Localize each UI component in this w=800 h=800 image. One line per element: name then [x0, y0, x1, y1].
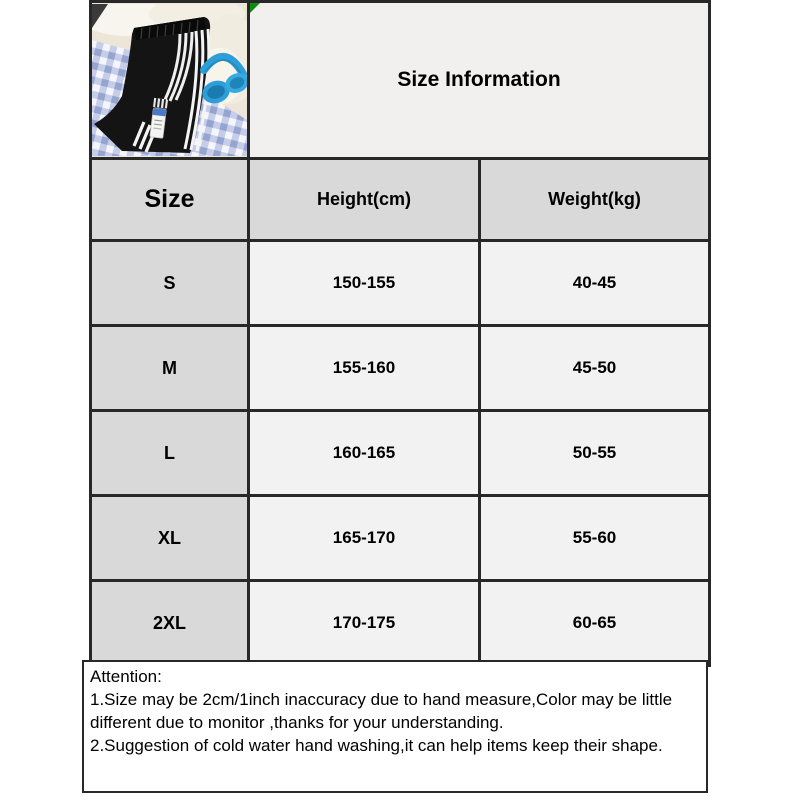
table-row	[91, 411, 710, 496]
size-cell: M	[91, 326, 249, 411]
height-cell: 150-155	[249, 241, 480, 326]
height-cell: 160-165	[249, 411, 480, 496]
table-row	[91, 581, 710, 666]
weight-cell: 40-45	[480, 241, 710, 326]
column-header-height: Height(cm)	[249, 159, 480, 241]
attention-line: Attention:	[90, 667, 162, 686]
page-title: Size Information	[397, 68, 561, 91]
product-photo-illustration	[92, 4, 247, 156]
size-cell: L	[91, 411, 249, 496]
attention-note	[82, 660, 708, 793]
weight-cell: 60-65	[480, 581, 710, 666]
attention-line: 2.Suggestion of cold water hand washing,it can help items keep their shape.	[90, 736, 663, 755]
size-table	[89, 0, 711, 667]
weight-cell: 45-50	[480, 326, 710, 411]
size-information-title	[249, 2, 710, 159]
table-row	[91, 326, 710, 411]
product-photo	[91, 2, 249, 159]
green-corner-marker-icon	[250, 3, 260, 13]
table-row	[91, 496, 710, 581]
height-cell: 155-160	[249, 326, 480, 411]
column-header-weight: Weight(kg)	[480, 159, 710, 241]
size-cell: 2XL	[91, 581, 249, 666]
height-cell: 165-170	[249, 496, 480, 581]
table-row	[91, 241, 710, 326]
size-cell: S	[91, 241, 249, 326]
column-header-size: Size	[91, 159, 249, 241]
weight-cell: 50-55	[480, 411, 710, 496]
height-cell: 170-175	[249, 581, 480, 666]
attention-line: different due to monitor ,thanks for your understanding.	[90, 713, 504, 732]
attention-line: 1.Size may be 2cm/1inch inaccuracy due to hand measure,Color may be little	[90, 690, 673, 709]
weight-cell: 55-60	[480, 496, 710, 581]
size-cell: XL	[91, 496, 249, 581]
photo-title-row	[91, 2, 710, 159]
table-header-row	[91, 159, 710, 241]
